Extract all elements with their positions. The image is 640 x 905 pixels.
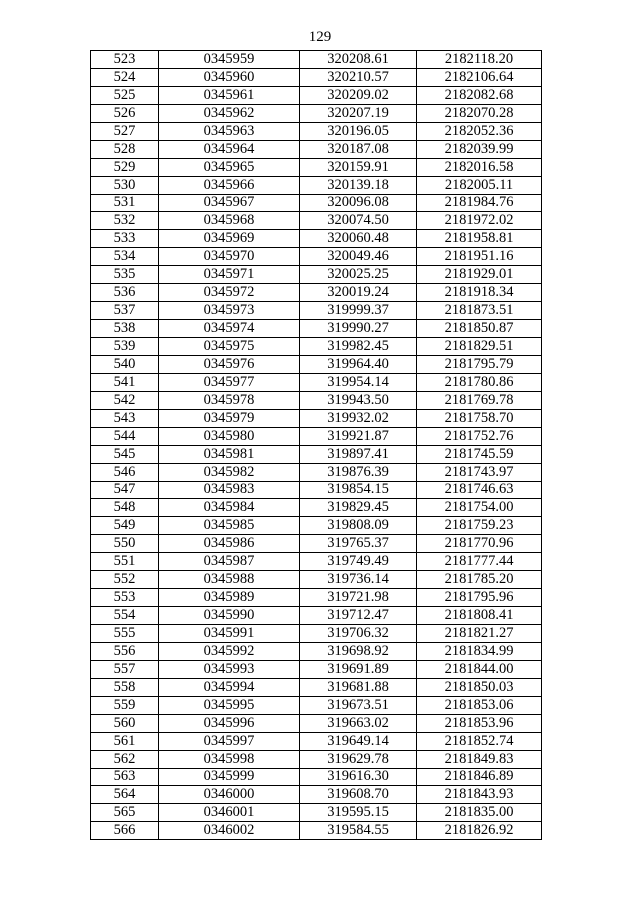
- x-coordinate-cell: 319964.40: [300, 355, 417, 373]
- y-coordinate-cell: 2181754.00: [417, 499, 542, 517]
- y-coordinate-cell: 2181853.06: [417, 696, 542, 714]
- y-coordinate-cell: 2181777.44: [417, 553, 542, 571]
- point-number-cell: 531: [91, 194, 159, 212]
- y-coordinate-cell: 2181759.23: [417, 517, 542, 535]
- point-id-cell: 0345964: [159, 140, 300, 158]
- y-coordinate-cell: 2182052.36: [417, 122, 542, 140]
- point-id-cell: 0345993: [159, 660, 300, 678]
- y-coordinate-cell: 2181843.93: [417, 786, 542, 804]
- point-id-cell: 0345989: [159, 589, 300, 607]
- table-row: [91, 284, 542, 302]
- x-coordinate-cell: 319990.27: [300, 320, 417, 338]
- point-id-cell: 0345995: [159, 696, 300, 714]
- x-coordinate-cell: 319808.09: [300, 517, 417, 535]
- y-coordinate-cell: 2182082.68: [417, 86, 542, 104]
- point-number-cell: 544: [91, 427, 159, 445]
- table-row: [91, 320, 542, 338]
- point-id-cell: 0345994: [159, 678, 300, 696]
- point-id-cell: 0345979: [159, 409, 300, 427]
- point-id-cell: 0345960: [159, 68, 300, 86]
- point-number-cell: 532: [91, 212, 159, 230]
- x-coordinate-cell: 319943.50: [300, 391, 417, 409]
- point-number-cell: 559: [91, 696, 159, 714]
- x-coordinate-cell: 319932.02: [300, 409, 417, 427]
- x-coordinate-cell: 319921.87: [300, 427, 417, 445]
- x-coordinate-cell: 319584.55: [300, 822, 417, 840]
- y-coordinate-cell: 2181850.03: [417, 678, 542, 696]
- table-row: [91, 750, 542, 768]
- point-number-cell: 563: [91, 768, 159, 786]
- point-number-cell: 555: [91, 625, 159, 643]
- x-coordinate-cell: 320187.08: [300, 140, 417, 158]
- point-number-cell: 523: [91, 51, 159, 69]
- table-row: [91, 463, 542, 481]
- table-row: [91, 732, 542, 750]
- y-coordinate-cell: 2181958.81: [417, 230, 542, 248]
- point-number-cell: 526: [91, 104, 159, 122]
- point-id-cell: 0345976: [159, 355, 300, 373]
- point-number-cell: 542: [91, 391, 159, 409]
- point-number-cell: 560: [91, 714, 159, 732]
- point-id-cell: 0345978: [159, 391, 300, 409]
- x-coordinate-cell: 319673.51: [300, 696, 417, 714]
- table-row: [91, 373, 542, 391]
- y-coordinate-cell: 2181835.00: [417, 804, 542, 822]
- x-coordinate-cell: 319765.37: [300, 535, 417, 553]
- x-coordinate-cell: 319608.70: [300, 786, 417, 804]
- table-row: [91, 768, 542, 786]
- x-coordinate-cell: 320096.08: [300, 194, 417, 212]
- point-id-cell: 0345985: [159, 517, 300, 535]
- table-row: [91, 553, 542, 571]
- point-number-cell: 564: [91, 786, 159, 804]
- table-row: [91, 140, 542, 158]
- x-coordinate-cell: 319681.88: [300, 678, 417, 696]
- point-id-cell: 0345984: [159, 499, 300, 517]
- y-coordinate-cell: 2181829.51: [417, 338, 542, 356]
- point-id-cell: 0345973: [159, 302, 300, 320]
- point-id-cell: 0345987: [159, 553, 300, 571]
- x-coordinate-cell: 320019.24: [300, 284, 417, 302]
- x-coordinate-cell: 320196.05: [300, 122, 417, 140]
- point-id-cell: 0345975: [159, 338, 300, 356]
- x-coordinate-cell: 320025.25: [300, 266, 417, 284]
- y-coordinate-cell: 2181918.34: [417, 284, 542, 302]
- x-coordinate-cell: 319649.14: [300, 732, 417, 750]
- point-id-cell: 0345986: [159, 535, 300, 553]
- point-number-cell: 537: [91, 302, 159, 320]
- point-id-cell: 0345996: [159, 714, 300, 732]
- y-coordinate-cell: 2181785.20: [417, 571, 542, 589]
- point-id-cell: 0345967: [159, 194, 300, 212]
- point-number-cell: 541: [91, 373, 159, 391]
- point-id-cell: 0345965: [159, 158, 300, 176]
- y-coordinate-cell: 2181951.16: [417, 248, 542, 266]
- point-id-cell: 0345972: [159, 284, 300, 302]
- y-coordinate-cell: 2182118.20: [417, 51, 542, 69]
- table-row: [91, 714, 542, 732]
- x-coordinate-cell: 319616.30: [300, 768, 417, 786]
- point-id-cell: 0345980: [159, 427, 300, 445]
- x-coordinate-cell: 319897.41: [300, 445, 417, 463]
- y-coordinate-cell: 2181769.78: [417, 391, 542, 409]
- y-coordinate-cell: 2182070.28: [417, 104, 542, 122]
- table-row: [91, 230, 542, 248]
- point-number-cell: 530: [91, 176, 159, 194]
- point-number-cell: 534: [91, 248, 159, 266]
- y-coordinate-cell: 2181853.96: [417, 714, 542, 732]
- table-row: [91, 409, 542, 427]
- x-coordinate-cell: 319999.37: [300, 302, 417, 320]
- point-id-cell: 0345991: [159, 625, 300, 643]
- point-id-cell: 0346000: [159, 786, 300, 804]
- y-coordinate-cell: 2181780.86: [417, 373, 542, 391]
- y-coordinate-cell: 2181984.76: [417, 194, 542, 212]
- point-id-cell: 0345962: [159, 104, 300, 122]
- coordinates-table-body: [91, 51, 542, 840]
- point-id-cell: 0345997: [159, 732, 300, 750]
- point-number-cell: 549: [91, 517, 159, 535]
- y-coordinate-cell: 2181821.27: [417, 625, 542, 643]
- point-number-cell: 557: [91, 660, 159, 678]
- table-row: [91, 122, 542, 140]
- table-row: [91, 499, 542, 517]
- point-number-cell: 548: [91, 499, 159, 517]
- table-row: [91, 625, 542, 643]
- point-number-cell: 528: [91, 140, 159, 158]
- y-coordinate-cell: 2181752.76: [417, 427, 542, 445]
- x-coordinate-cell: 319736.14: [300, 571, 417, 589]
- point-number-cell: 538: [91, 320, 159, 338]
- x-coordinate-cell: 319854.15: [300, 481, 417, 499]
- y-coordinate-cell: 2181758.70: [417, 409, 542, 427]
- table-row: [91, 391, 542, 409]
- point-number-cell: 550: [91, 535, 159, 553]
- x-coordinate-cell: 319691.89: [300, 660, 417, 678]
- x-coordinate-cell: 320210.57: [300, 68, 417, 86]
- y-coordinate-cell: 2181972.02: [417, 212, 542, 230]
- table-row: [91, 678, 542, 696]
- x-coordinate-cell: 320208.61: [300, 51, 417, 69]
- point-number-cell: 546: [91, 463, 159, 481]
- point-number-cell: 556: [91, 642, 159, 660]
- point-id-cell: 0345968: [159, 212, 300, 230]
- x-coordinate-cell: 319712.47: [300, 607, 417, 625]
- point-id-cell: 0345988: [159, 571, 300, 589]
- table-row: [91, 158, 542, 176]
- table-row: [91, 445, 542, 463]
- point-id-cell: 0346001: [159, 804, 300, 822]
- point-id-cell: 0345992: [159, 642, 300, 660]
- x-coordinate-cell: 319629.78: [300, 750, 417, 768]
- table-row: [91, 68, 542, 86]
- point-number-cell: 524: [91, 68, 159, 86]
- point-number-cell: 539: [91, 338, 159, 356]
- point-id-cell: 0345961: [159, 86, 300, 104]
- table-row: [91, 104, 542, 122]
- x-coordinate-cell: 320074.50: [300, 212, 417, 230]
- table-row: [91, 822, 542, 840]
- x-coordinate-cell: 320060.48: [300, 230, 417, 248]
- y-coordinate-cell: 2182016.58: [417, 158, 542, 176]
- point-id-cell: 0345983: [159, 481, 300, 499]
- point-id-cell: 0345969: [159, 230, 300, 248]
- point-number-cell: 525: [91, 86, 159, 104]
- table-row: [91, 571, 542, 589]
- table-row: [91, 248, 542, 266]
- x-coordinate-cell: 319698.92: [300, 642, 417, 660]
- table-row: [91, 786, 542, 804]
- table-row: [91, 355, 542, 373]
- point-number-cell: 562: [91, 750, 159, 768]
- y-coordinate-cell: 2181873.51: [417, 302, 542, 320]
- table-row: [91, 51, 542, 69]
- point-number-cell: 529: [91, 158, 159, 176]
- point-id-cell: 0345959: [159, 51, 300, 69]
- point-number-cell: 565: [91, 804, 159, 822]
- y-coordinate-cell: 2181846.89: [417, 768, 542, 786]
- x-coordinate-cell: 319749.49: [300, 553, 417, 571]
- x-coordinate-cell: 319876.39: [300, 463, 417, 481]
- point-number-cell: 533: [91, 230, 159, 248]
- table-row: [91, 589, 542, 607]
- table-row: [91, 696, 542, 714]
- x-coordinate-cell: 319721.98: [300, 589, 417, 607]
- table-row: [91, 86, 542, 104]
- table-row: [91, 266, 542, 284]
- table-row: [91, 535, 542, 553]
- y-coordinate-cell: 2181834.99: [417, 642, 542, 660]
- page-number: 129: [308, 29, 332, 45]
- point-number-cell: 553: [91, 589, 159, 607]
- y-coordinate-cell: 2181808.41: [417, 607, 542, 625]
- point-number-cell: 547: [91, 481, 159, 499]
- point-id-cell: 0345990: [159, 607, 300, 625]
- x-coordinate-cell: 319954.14: [300, 373, 417, 391]
- point-id-cell: 0345963: [159, 122, 300, 140]
- y-coordinate-cell: 2181844.00: [417, 660, 542, 678]
- y-coordinate-cell: 2182039.99: [417, 140, 542, 158]
- point-id-cell: 0345974: [159, 320, 300, 338]
- point-id-cell: 0345970: [159, 248, 300, 266]
- table-row: [91, 427, 542, 445]
- point-id-cell: 0346002: [159, 822, 300, 840]
- point-number-cell: 540: [91, 355, 159, 373]
- y-coordinate-cell: 2181743.97: [417, 463, 542, 481]
- table-row: [91, 176, 542, 194]
- point-id-cell: 0345966: [159, 176, 300, 194]
- y-coordinate-cell: 2181826.92: [417, 822, 542, 840]
- x-coordinate-cell: 320139.18: [300, 176, 417, 194]
- y-coordinate-cell: 2181745.59: [417, 445, 542, 463]
- point-number-cell: 558: [91, 678, 159, 696]
- y-coordinate-cell: 2181929.01: [417, 266, 542, 284]
- table-row: [91, 660, 542, 678]
- x-coordinate-cell: 319706.32: [300, 625, 417, 643]
- x-coordinate-cell: 319595.15: [300, 804, 417, 822]
- y-coordinate-cell: 2182106.64: [417, 68, 542, 86]
- y-coordinate-cell: 2181850.87: [417, 320, 542, 338]
- y-coordinate-cell: 2181770.96: [417, 535, 542, 553]
- x-coordinate-cell: 319829.45: [300, 499, 417, 517]
- point-number-cell: 554: [91, 607, 159, 625]
- point-number-cell: 545: [91, 445, 159, 463]
- y-coordinate-cell: 2181849.83: [417, 750, 542, 768]
- y-coordinate-cell: 2182005.11: [417, 176, 542, 194]
- point-number-cell: 536: [91, 284, 159, 302]
- x-coordinate-cell: 319982.45: [300, 338, 417, 356]
- y-coordinate-cell: 2181746.63: [417, 481, 542, 499]
- point-number-cell: 552: [91, 571, 159, 589]
- table-row: [91, 642, 542, 660]
- table-row: [91, 481, 542, 499]
- x-coordinate-cell: 320209.02: [300, 86, 417, 104]
- point-number-cell: 535: [91, 266, 159, 284]
- table-row: [91, 212, 542, 230]
- table-row: [91, 607, 542, 625]
- point-number-cell: 527: [91, 122, 159, 140]
- point-number-cell: 561: [91, 732, 159, 750]
- point-id-cell: 0345971: [159, 266, 300, 284]
- point-id-cell: 0345977: [159, 373, 300, 391]
- table-row: [91, 804, 542, 822]
- x-coordinate-cell: 320207.19: [300, 104, 417, 122]
- coordinates-table: [90, 50, 542, 840]
- y-coordinate-cell: 2181795.96: [417, 589, 542, 607]
- x-coordinate-cell: 320049.46: [300, 248, 417, 266]
- table-row: [91, 517, 542, 535]
- x-coordinate-cell: 319663.02: [300, 714, 417, 732]
- table-row: [91, 194, 542, 212]
- x-coordinate-cell: 320159.91: [300, 158, 417, 176]
- table-row: [91, 338, 542, 356]
- point-id-cell: 0345981: [159, 445, 300, 463]
- point-id-cell: 0345998: [159, 750, 300, 768]
- point-number-cell: 566: [91, 822, 159, 840]
- point-number-cell: 543: [91, 409, 159, 427]
- point-id-cell: 0345982: [159, 463, 300, 481]
- point-id-cell: 0345999: [159, 768, 300, 786]
- point-number-cell: 551: [91, 553, 159, 571]
- y-coordinate-cell: 2181795.79: [417, 355, 542, 373]
- y-coordinate-cell: 2181852.74: [417, 732, 542, 750]
- table-row: [91, 302, 542, 320]
